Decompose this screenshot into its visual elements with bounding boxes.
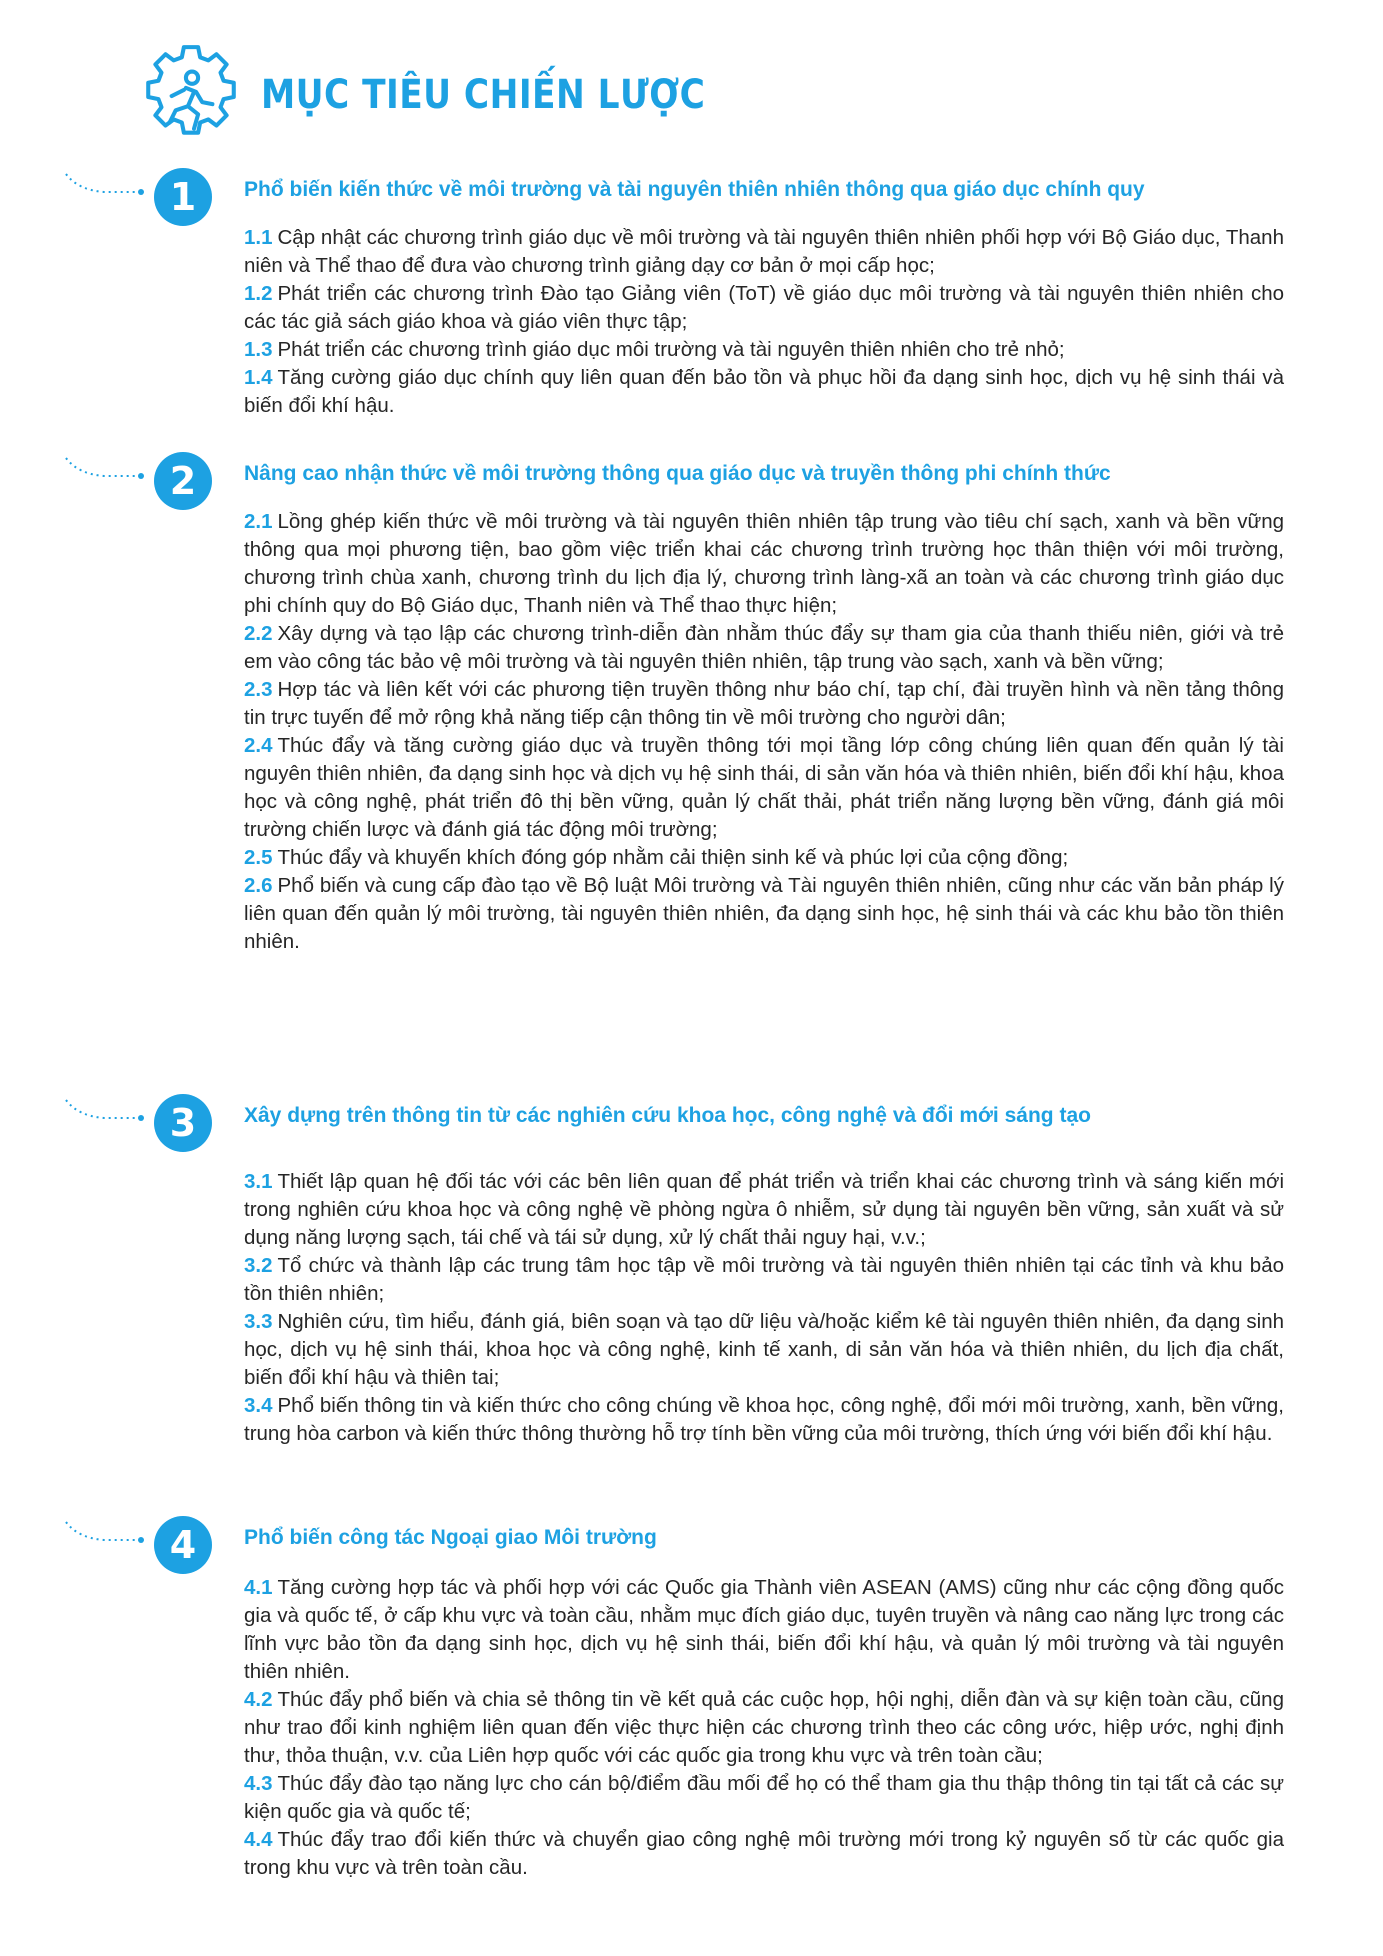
item-number: 3.3: [244, 1310, 273, 1333]
item-number: 1.1: [244, 226, 273, 249]
item-number: 4.3: [244, 1772, 273, 1795]
item-text: Thúc đẩy đào tạo năng lực cho cán bộ/điểm đầu mối để họ có thể tham gia thu thập thông tin tại tất cả các sự kiện quốc gia và quốc tế;: [244, 1772, 1284, 1823]
section-heading: Nâng cao nhận thức về môi trường thông qua giáo dục và truyền thông phi chính thức: [244, 462, 1111, 485]
item-text: Thúc đẩy phổ biến và chia sẻ thông tin về kết quả các cuộc họp, hội nghị, diễn đàn và sự kiện toàn cầu, cũng như trao đổi kinh nghiệm liên quan đến việc thực hiện các chương trình theo các công ước, hiệp ước, nghị định thư, thỏa thuận, v.v. của Liên hợp quốc với các quốc gia trong khu vực và trên toàn cầu;: [244, 1688, 1284, 1767]
item-number: 3.4: [244, 1394, 273, 1417]
list-item: [244, 1770, 1284, 1826]
list-item: [244, 676, 1284, 732]
list-item: [244, 1308, 1284, 1392]
item-text: Thiết lập quan hệ đối tác với các bên liên quan để phát triển và triển khai các chương trình và sáng kiến mới trong nghiên cứu khoa học và công nghệ về phòng ngừa ô nhiễm, sử dụng tài nguyên bền vững, sản xuất và sử dụng năng lượng sạch, tái chế và tái sử dụng, xử lý chất thải nguy hại, v.v.;: [244, 1170, 1284, 1249]
list-item: [244, 620, 1284, 676]
item-text: Thúc đẩy và khuyến khích đóng góp nhằm cải thiện sinh kế và phúc lợi của cộng đồng;: [277, 846, 1069, 869]
item-text: Lồng ghép kiến thức về môi trường và tài nguyên thiên nhiên tập trung vào tiêu chí sạch, xanh và bền vững thông qua mọi phương tiện, bao gồm việc triển khai các chương trình trường học thân thiện với môi trường, chương trình chùa xanh, chương trình du lịch địa lý, chương trình làng-xã an toàn và các chương trình giáo dục phi chính quy do Bộ Giáo dục, Thanh niên và Thể thao thực hiện;: [244, 510, 1284, 617]
item-number: 2.5: [244, 846, 273, 869]
item-text: Cập nhật các chương trình giáo dục về môi trường và tài nguyên thiên nhiên phối hợp với Bộ Giáo dục, Thanh niên và Thể thao để đưa vào chương trình giảng dạy cơ bản ở mọi cấp học;: [244, 226, 1284, 277]
item-number: 2.2: [244, 622, 273, 645]
dotted-connector-icon: [64, 1516, 144, 1556]
item-number: 4.2: [244, 1688, 273, 1711]
list-item: [244, 508, 1284, 620]
item-number: 2.1: [244, 510, 273, 533]
dotted-connector-icon: [64, 168, 144, 208]
item-number: 2.6: [244, 874, 273, 897]
item-number: 4.4: [244, 1828, 273, 1851]
list-item: [244, 364, 1284, 420]
section-number: 4: [154, 1516, 212, 1574]
item-text: Nghiên cứu, tìm hiểu, đánh giá, biên soạn và tạo dữ liệu và/hoặc kiểm kê tài nguyên thiên nhiên, đa dạng sinh học, dịch vụ hệ sinh thái, khoa học và công nghệ, kinh tế xanh, di sản văn hóa và thiên nhiên, du lịch địa chất, biến đổi khí hậu và thiên tai;: [244, 1310, 1284, 1389]
item-text: Phát triển các chương trình Đào tạo Giảng viên (ToT) về giáo dục môi trường và tài nguyên thiên nhiên cho các tác giả sách giáo khoa và giáo viên thực tập;: [244, 282, 1284, 333]
item-number: 2.4: [244, 734, 273, 757]
item-number: 2.3: [244, 678, 273, 701]
list-item: [244, 1168, 1284, 1252]
item-text: Tổ chức và thành lập các trung tâm học tập về môi trường và tài nguyên thiên nhiên tại các tỉnh và khu bảo tồn thiên nhiên;: [244, 1254, 1284, 1305]
item-number: 1.2: [244, 282, 273, 305]
item-text: Xây dựng và tạo lập các chương trình-diễn đàn nhằm thúc đẩy sự tham gia của thanh thiếu niên, giới và trẻ em vào công tác bảo vệ môi trường và tài nguyên thiên nhiên, tập trung vào sạch, xanh và bền vững;: [244, 622, 1284, 673]
item-text: Phát triển các chương trình giáo dục môi trường và tài nguyên thiên nhiên cho trẻ nhỏ;: [277, 338, 1065, 361]
section-3: [0, 1094, 1383, 1445]
item-number: 1.3: [244, 338, 273, 361]
item-text: Phổ biến và cung cấp đào tạo về Bộ luật Môi trường và Tài nguyên thiên nhiên, cũng như các văn bản pháp lý liên quan đến quản lý môi trường, tài nguyên thiên nhiên, đa dạng sinh học, hệ sinh thái và các khu bảo tồn thiên nhiên.: [244, 874, 1284, 953]
section-1: [0, 168, 1383, 417]
section-number: 3: [154, 1094, 212, 1152]
list-item: [244, 872, 1284, 956]
item-number: 4.1: [244, 1576, 273, 1599]
page-title: MỤC TIÊU CHIẾN LƯỢC: [261, 72, 706, 118]
item-number: 3.2: [244, 1254, 273, 1277]
item-text: Phổ biến thông tin và kiến thức cho công chúng về khoa học, công nghệ, đổi mới môi trường, xanh, bền vững, trung hòa carbon và kiến thức thông thường hỗ trợ tính bền vững của môi trường, thích ứng với biến đổi khí hậu.: [244, 1394, 1284, 1445]
dotted-connector-icon: [64, 452, 144, 492]
section-heading: Phổ biến công tác Ngoại giao Môi trường: [244, 1526, 657, 1549]
item-number: 3.1: [244, 1170, 273, 1193]
list-item: [244, 1686, 1284, 1770]
list-item: [244, 336, 1284, 364]
item-text: Tăng cường giáo dục chính quy liên quan đến bảo tồn và phục hồi đa dạng sinh học, dịch vụ hệ sinh thái và biến đổi khí hậu.: [244, 366, 1284, 417]
section-number: 1: [154, 168, 212, 226]
section-heading: Phổ biến kiến thức về môi trường và tài nguyên thiên nhiên thông qua giáo dục chính quy: [244, 178, 1145, 201]
item-text: Tăng cường hợp tác và phối hợp với các Quốc gia Thành viên ASEAN (AMS) cũng như các cộng đồng quốc gia và quốc tế, ở cấp khu vực và toàn cầu, nhằm mục đích giáo dục, tuyên truyền và nâng cao năng lực trong các lĩnh vực bảo tồn đa dạng sinh học, dịch vụ hệ sinh thái, biến đổi khí hậu, và quản lý môi trường và tài nguyên thiên nhiên.: [244, 1576, 1284, 1683]
item-text: Thúc đẩy và tăng cường giáo dục và truyền thông tới mọi tầng lớp công chúng liên quan đến quản lý tài nguyên thiên nhiên, đa dạng sinh học và dịch vụ hệ sinh thái, di sản văn hóa và thiên nhiên, biến đổi khí hậu, khoa học và công nghệ, phát triển đô thị bền vững, quản lý chất thải, phát triển năng lượng bền vững, đánh giá môi trường chiến lược và đánh giá tác động môi trường;: [244, 734, 1284, 841]
list-item: [244, 1826, 1284, 1882]
section-heading: Xây dựng trên thông tin từ các nghiên cứu khoa học, công nghệ và đổi mới sáng tạo: [244, 1104, 1091, 1127]
section-4: [0, 1516, 1383, 1879]
list-item: [244, 280, 1284, 336]
dotted-connector-icon: [64, 1094, 144, 1134]
item-text: Hợp tác và liên kết với các phương tiện truyền thông như báo chí, tạp chí, đài truyền hình và nền tảng thông tin trực tuyến để mở rộng khả năng tiếp cận thông tin về môi trường cho người dân;: [244, 678, 1284, 729]
section-number: 2: [154, 452, 212, 510]
section-2: [0, 452, 1383, 953]
list-item: [244, 1392, 1284, 1448]
item-text: Thúc đẩy trao đổi kiến thức và chuyển giao công nghệ môi trường mới trong kỷ nguyên số từ các quốc gia trong khu vực và trên toàn cầu.: [244, 1828, 1284, 1879]
gear-runner-icon: [135, 39, 247, 151]
list-item: [244, 732, 1284, 844]
list-item: [244, 1252, 1284, 1308]
page-header: [135, 40, 778, 150]
list-item: [244, 224, 1284, 280]
item-number: 1.4: [244, 366, 273, 389]
list-item: [244, 1574, 1284, 1686]
list-item: [244, 844, 1284, 872]
